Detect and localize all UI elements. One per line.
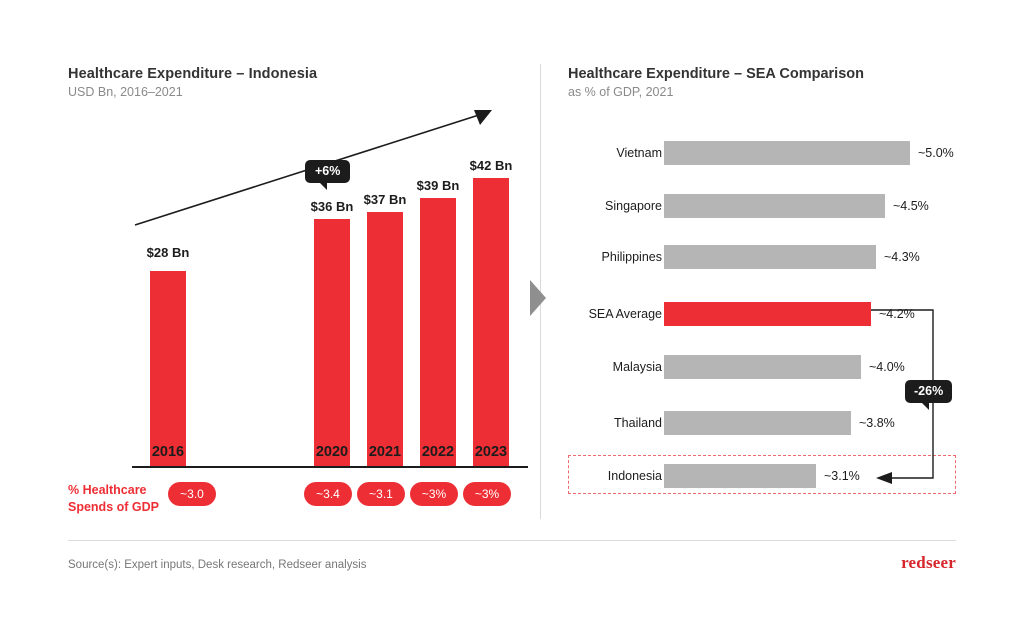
h-value-thailand: ~3.8% xyxy=(859,416,895,430)
h-value-philippines: ~4.3% xyxy=(884,250,920,264)
gdp-pill-2022: ~3% xyxy=(410,482,458,506)
right-panel-subtitle: as % of GDP, 2021 xyxy=(568,85,674,99)
left-panel-title: Healthcare Expenditure – Indonesia xyxy=(68,66,318,82)
bar-2023 xyxy=(473,178,509,466)
bar-label-2023: $42 Bn xyxy=(469,158,513,173)
source-note: Source(s): Expert inputs, Desk research, Redseer analysis xyxy=(68,559,367,571)
x-label-2016: 2016 xyxy=(151,444,185,460)
x-label-2021: 2021 xyxy=(368,444,402,460)
row-label-philippines: Philippines xyxy=(601,250,662,264)
row-label-thailand: Thailand xyxy=(614,416,662,430)
bar-label-2022: $39 Bn xyxy=(416,178,460,193)
bar-label-2016: $28 Bn xyxy=(146,245,190,260)
h-bar-philippines xyxy=(664,245,876,269)
bar-label-2021: $37 Bn xyxy=(363,192,407,207)
x-axis-line xyxy=(132,466,528,468)
redseer-logo: redseer xyxy=(901,553,956,572)
right-chart-panel xyxy=(540,0,1024,540)
left-chart-panel xyxy=(0,0,540,540)
h-bar-thailand xyxy=(664,411,851,435)
bar-2022 xyxy=(420,198,456,466)
bar-2016 xyxy=(150,271,186,466)
bar-2021 xyxy=(367,212,403,466)
row-label-malaysia: Malaysia xyxy=(612,360,662,374)
h-value-sea-average: ~4.2% xyxy=(879,307,915,321)
row-label-sea-average: SEA Average xyxy=(588,307,662,321)
x-label-2020: 2020 xyxy=(315,444,349,460)
row-label-vietnam: Vietnam xyxy=(616,146,662,160)
bar-2020 xyxy=(314,219,350,466)
gdp-legend-label: % Healthcare Spends of GDP xyxy=(68,483,159,514)
growth-badge: +6% xyxy=(305,160,350,183)
x-label-2022: 2022 xyxy=(421,444,455,460)
row-label-singapore: Singapore xyxy=(605,199,662,213)
h-value-singapore: ~4.5% xyxy=(893,199,929,213)
x-label-2023: 2023 xyxy=(474,444,508,460)
h-bar-indonesia xyxy=(664,464,816,488)
right-panel-title: Healthcare Expenditure – SEA Comparison xyxy=(568,66,864,82)
h-value-vietnam: ~5.0% xyxy=(918,146,954,160)
gdp-pill-2023: ~3% xyxy=(463,482,511,506)
gdp-pill-2021: ~3.1 xyxy=(357,482,405,506)
row-label-indonesia: Indonesia xyxy=(607,469,662,483)
left-panel-subtitle: USD Bn, 2016–2021 xyxy=(68,85,183,99)
gdp-pill-2016: ~3.0 xyxy=(168,482,216,506)
delta-badge: -26% xyxy=(905,380,952,403)
h-bar-vietnam xyxy=(664,141,910,165)
h-bar-singapore xyxy=(664,194,885,218)
h-bar-malaysia xyxy=(664,355,861,379)
h-value-malaysia: ~4.0% xyxy=(869,360,905,374)
footer-divider xyxy=(68,540,956,541)
bar-label-2020: $36 Bn xyxy=(310,199,354,214)
h-value-indonesia: ~3.1% xyxy=(824,469,860,483)
gdp-pill-2020: ~3.4 xyxy=(304,482,352,506)
